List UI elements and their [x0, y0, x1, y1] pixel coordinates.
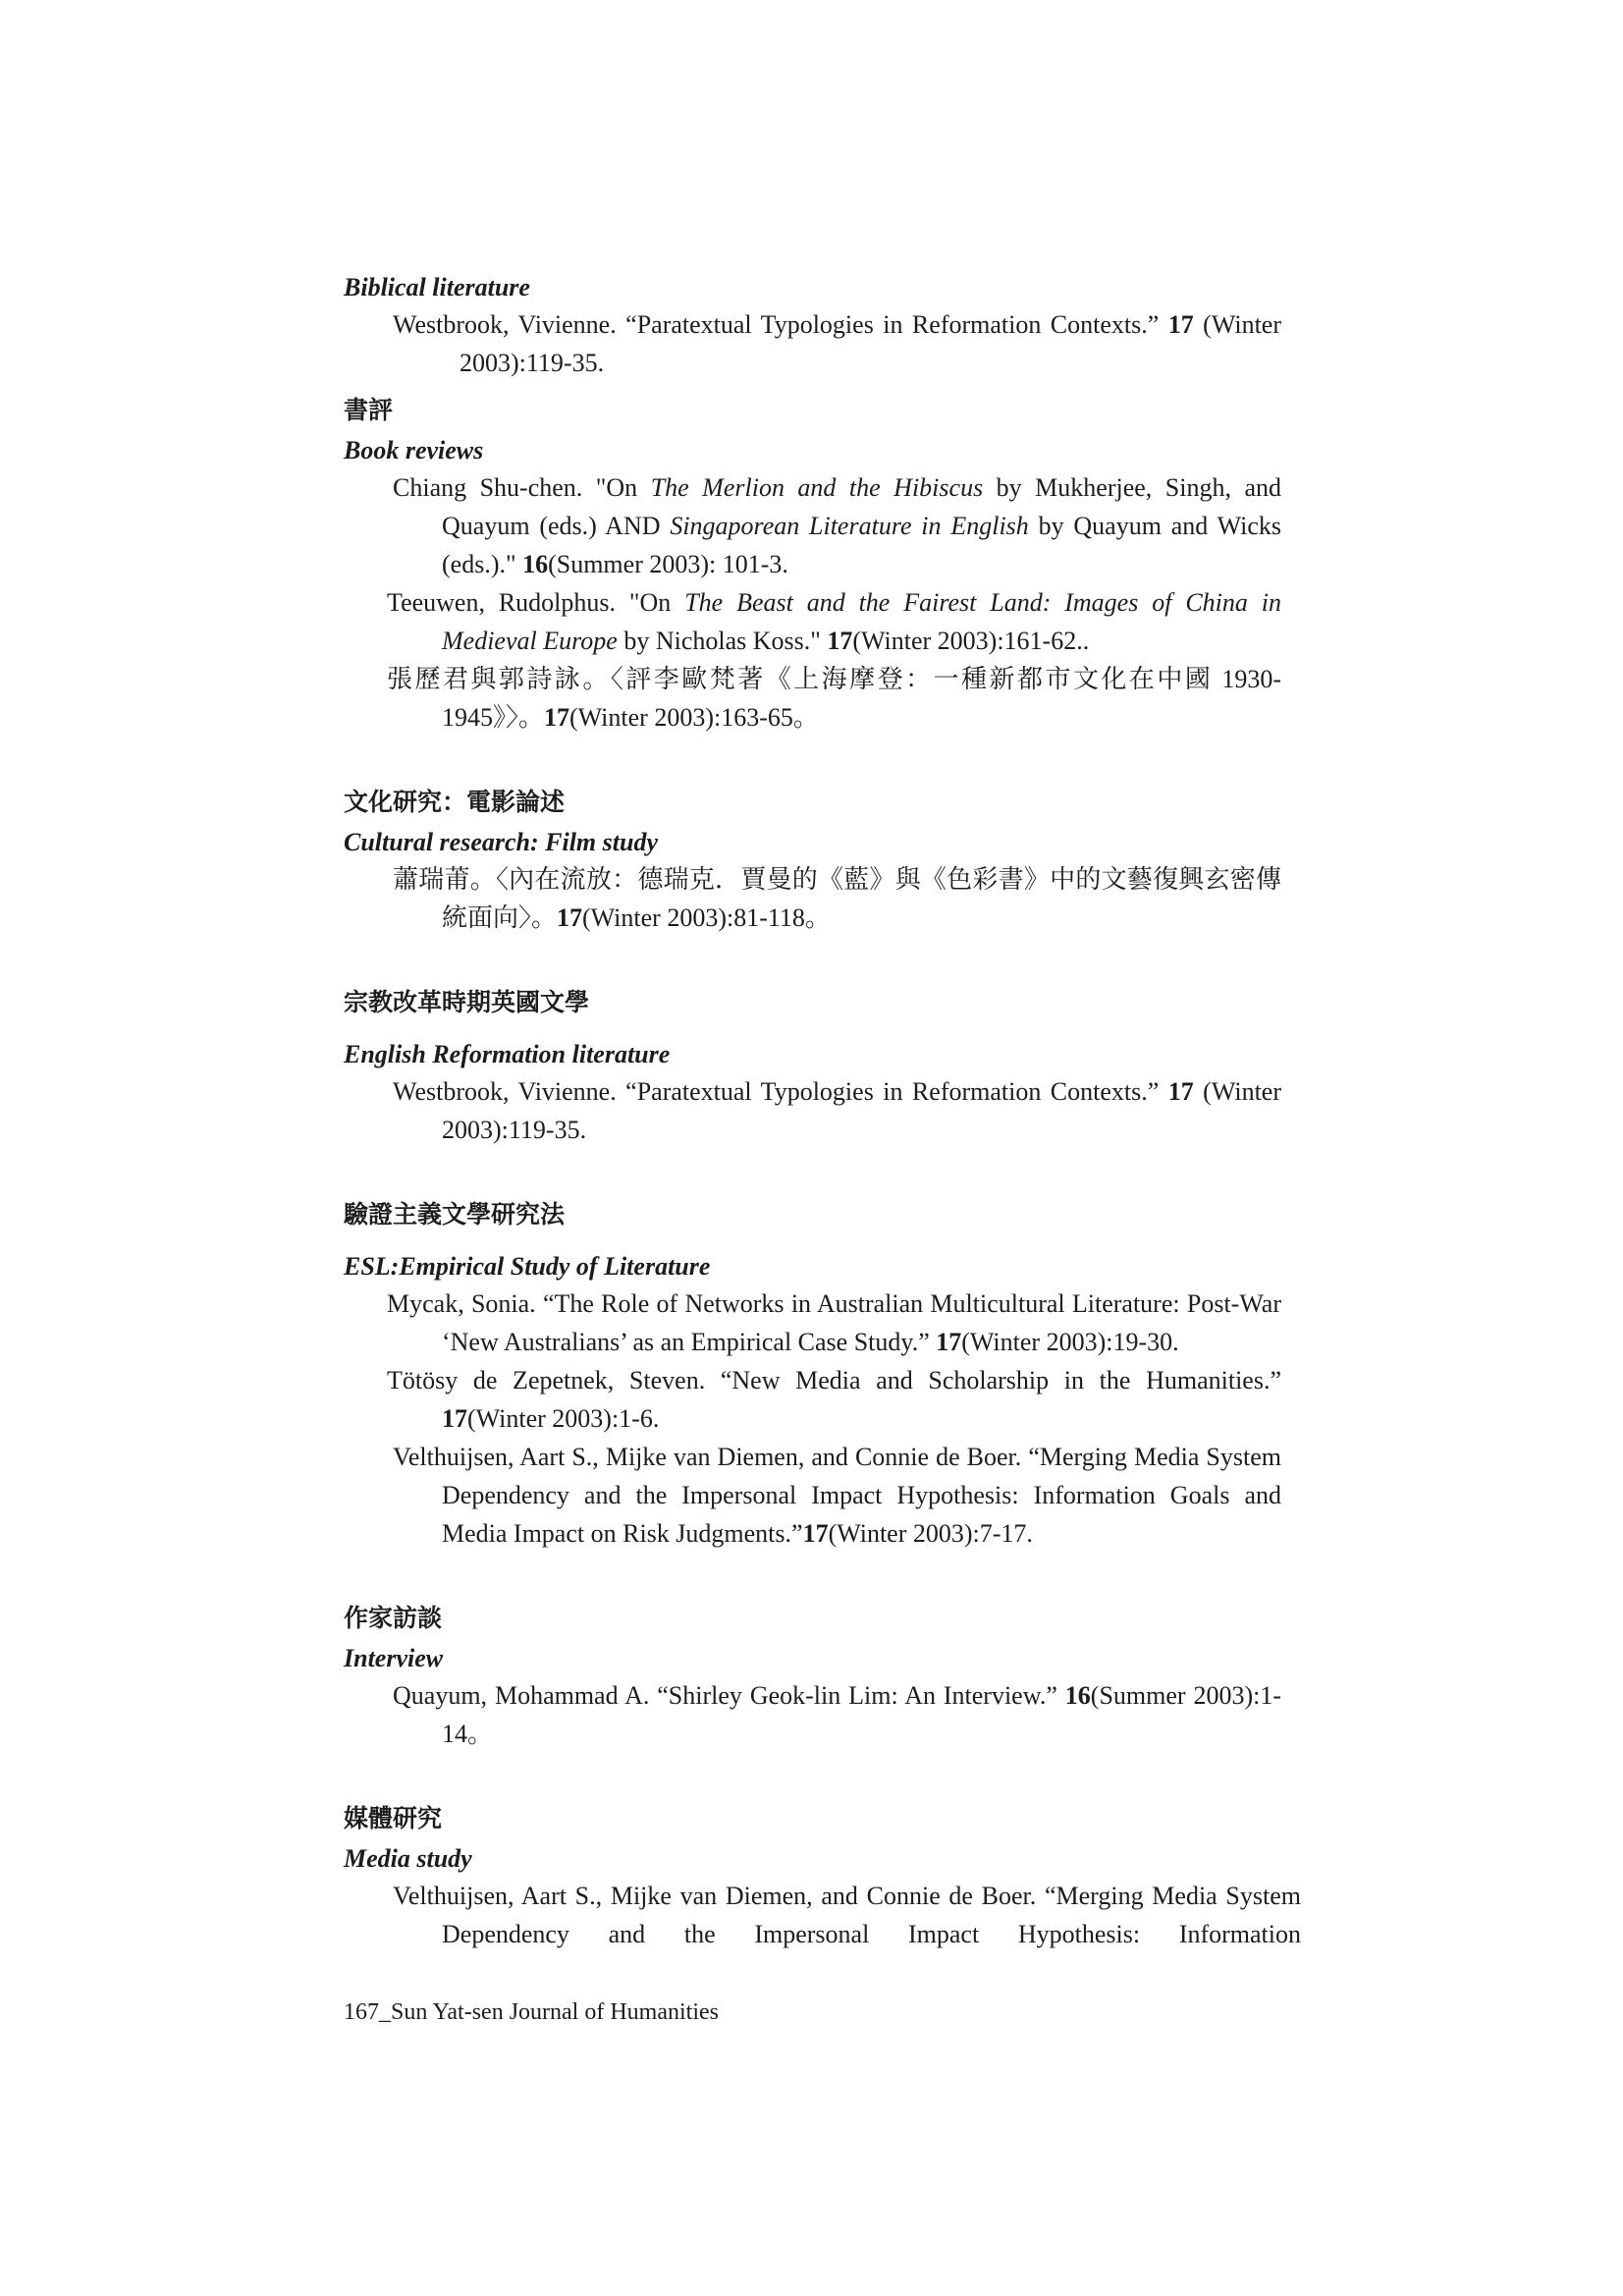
section-heading-en: English Reformation literature: [344, 1040, 671, 1068]
section-heading-zh: 驗證主義文學研究法: [344, 1200, 566, 1229]
bibliography-entry: Mycak, Sonia. “The Role of Networks in Australian Multicultural Literature: Post-War ‘New Australians’ as an Empirical Case Study.” 17(Winter 2003):19-30.: [387, 1289, 1281, 1356]
bibliography-entry: Westbrook, Vivienne. “Paratextual Typologies in Reformation Contexts.” 17 (Winter 2003):119-35.: [393, 310, 1281, 377]
section-cultural-research: [344, 786, 1281, 937]
section-empirical-study: [344, 1198, 1281, 1553]
section-heading-en: Interview: [344, 1644, 444, 1672]
bibliography-entry: Tötösy de Zepetnek, Steven. “New Media and Scholarship in the Humanities.” 17(Winter 2003):1-6.: [387, 1366, 1281, 1433]
section-biblical-literature: [344, 270, 1281, 382]
section-heading-zh: 文化研究：電影論述: [344, 788, 566, 816]
bibliography-entry: Teeuwen, Rudolphus. "On The Beast and the Fairest Land: Images of China in Medieval Europe by Nicholas Koss." 17(Winter 2003):161-62..: [387, 588, 1281, 655]
section-heading-en: Book reviews: [344, 436, 484, 465]
section-heading-en: Media study: [344, 1844, 472, 1873]
section-heading-zh: 書評: [344, 396, 394, 424]
bibliography-entry: Quayum, Mohammad A. “Shirley Geok-lin Lim: An Interview.” 16(Summer 2003):1-14。: [393, 1681, 1281, 1748]
bibliography-page: [344, 270, 1301, 2002]
bibliography-entry: Westbrook, Vivienne. “Paratextual Typologies in Reformation Contexts.” 17 (Winter 2003):119-35.: [393, 1077, 1281, 1144]
section-heading-zh: 宗教改革時期英國文學: [344, 988, 590, 1016]
bibliography-entry: Chiang Shu-chen. "On The Merlion and the Hibiscus by Mukherjee, Singh, and Quayum (eds.) AND Singaporean Literature in English by Quayum and Wicks (eds.)." 16(Summer 2003): 101-3.: [393, 473, 1282, 578]
page-footer: 167_Sun Yat-sen Journal of Humanities: [344, 1999, 719, 2025]
bibliography-entry: 蕭瑞莆。〈內在流放：德瑞克．賈曼的《藍》與《色彩書》中的文藝復興玄密傳統面向〉。17(Winter 2003):81-118。: [393, 865, 1281, 932]
section-heading-en: Cultural research: Film study: [344, 828, 658, 856]
bibliography-entry: Velthuijsen, Aart S., Mijke van Diemen, and Connie de Boer. “Merging Media System Dependency and the Impersonal Impact Hypothesis: Information Goals and Media Impact on Risk Judgments.”17(Winter 2003):7-17.: [393, 1443, 1281, 1548]
section-interview: [344, 1602, 1281, 1753]
bibliography-entry: 張歷君與郭詩詠。〈評李歐梵著《上海摩登：一種新都市文化在中國 1930-1945》〉。17(Winter 2003):163-65。: [387, 665, 1281, 732]
section-heading-zh: 媒體研究: [344, 1804, 443, 1832]
section-heading-en: Biblical literature: [344, 273, 530, 301]
section-book-reviews: [344, 394, 1281, 737]
section-heading-en: ESL:Empirical Study of Literature: [344, 1252, 711, 1281]
section-media-study: [344, 1802, 1301, 1953]
section-heading-zh: 作家訪談: [344, 1604, 443, 1632]
bibliography-entry: Velthuijsen, Aart S., Mijke van Diemen, and Connie de Boer. “Merging Media System Dependency and the Impersonal Impact Hypothesis: Information: [393, 1882, 1301, 1948]
section-english-reformation: [344, 986, 1281, 1149]
